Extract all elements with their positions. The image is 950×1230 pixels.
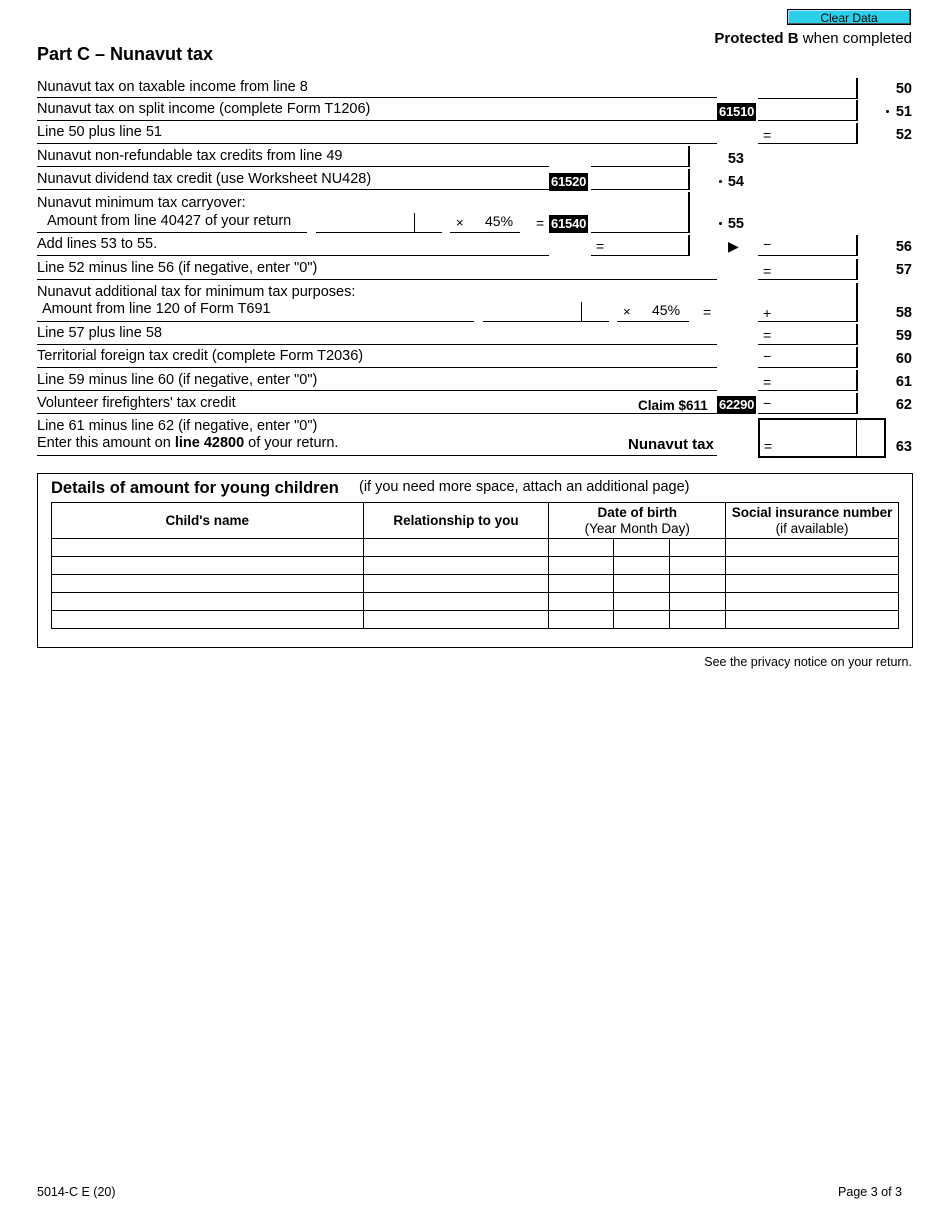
line-56-equals: = — [596, 238, 605, 254]
col-relationship — [363, 503, 549, 539]
line-55-amount[interactable] — [591, 192, 690, 233]
line-51-label: Nunavut tax on split income (complete Form T1206) — [37, 101, 371, 117]
line-63-operator: = — [764, 438, 773, 454]
relationship-input[interactable] — [364, 557, 549, 574]
dob-year-input[interactable] — [549, 539, 613, 556]
line-63-label-2 — [37, 435, 338, 452]
line-56-amount[interactable] — [758, 235, 858, 256]
relationship-input[interactable] — [364, 539, 549, 556]
line-55-carryover-input[interactable] — [316, 213, 415, 233]
line-54-label: Nunavut dividend tax credit (use Worksheet NU428) — [37, 171, 372, 187]
child-name-input[interactable] — [52, 593, 363, 610]
line-58-times: × — [623, 304, 631, 319]
line-58-label-1: Nunavut additional tax for minimum tax purposes: — [37, 284, 356, 300]
line-58-equals: = — [703, 304, 712, 320]
line-53-amount[interactable] — [591, 146, 690, 167]
line-53-number: 53 — [727, 151, 744, 167]
line-57-number: 57 — [895, 262, 912, 278]
table-row — [52, 575, 899, 593]
field-code-62290: 62290 — [719, 397, 755, 412]
nunavut-tax-label: Nunavut tax — [628, 436, 714, 453]
dob-year-input[interactable] — [549, 557, 613, 574]
protected-label: Protected B — [714, 30, 799, 47]
part-title: Part C – Nunavut tax — [37, 44, 214, 64]
table-row — [52, 611, 899, 629]
child-name-input[interactable] — [52, 611, 363, 628]
line-61-number: 61 — [895, 374, 912, 390]
dob-year-input[interactable] — [549, 611, 613, 628]
line-57-amount[interactable] — [758, 259, 858, 280]
relationship-input[interactable] — [364, 593, 549, 610]
line-63-amount[interactable] — [758, 418, 886, 458]
line-59-number: 59 — [895, 328, 912, 344]
dob-month-input[interactable] — [614, 611, 669, 628]
field-code-61540: 61540 — [551, 216, 587, 231]
line-59-operator: = — [763, 327, 772, 343]
dob-day-input[interactable] — [670, 539, 725, 556]
col-relationship-label: Relationship to you — [393, 512, 519, 528]
line-55-times: × — [456, 215, 464, 230]
young-children-table — [51, 502, 899, 629]
child-name-input[interactable] — [52, 557, 363, 574]
line-55-equals: = — [536, 215, 545, 231]
relationship-input[interactable] — [364, 575, 549, 592]
protected-notice — [714, 30, 912, 47]
col-child-name-label: Child's name — [165, 512, 250, 528]
line-55-label-1: Nunavut minimum tax carryover: — [37, 195, 246, 211]
line-59-amount[interactable] — [758, 324, 858, 345]
line-60-amount[interactable] — [758, 347, 858, 368]
relationship-input[interactable] — [364, 611, 549, 628]
form-id: 5014-C E (20) — [37, 1185, 116, 1199]
sin-input[interactable] — [726, 557, 898, 574]
line-58-rate: 45% — [652, 302, 681, 318]
line-54-amount[interactable] — [591, 169, 690, 190]
field-code-61510: 61510 — [719, 104, 755, 119]
line-60-operator: − — [763, 348, 772, 364]
line-56-subtotal[interactable] — [591, 235, 690, 256]
line-55-label-2: Amount from line 40427 of your return — [47, 213, 292, 229]
dob-month-input[interactable] — [614, 593, 669, 610]
dob-day-input[interactable] — [670, 593, 725, 610]
line-52-label: Line 50 plus line 51 — [37, 124, 162, 140]
line-57-operator: = — [763, 263, 772, 279]
protected-suffix: when completed — [802, 30, 912, 47]
line-56-number: 56 — [895, 239, 912, 255]
line-63-number: 63 — [895, 439, 912, 455]
table-row — [52, 593, 899, 611]
col-sin — [726, 503, 899, 539]
privacy-notice: See the privacy notice on your return. — [704, 655, 912, 669]
line-58-label-2: Amount from line 120 of Form T691 — [42, 301, 271, 317]
line-58-amount[interactable] — [758, 283, 858, 322]
line-58-operator: + — [763, 305, 772, 321]
sin-input[interactable] — [726, 593, 898, 610]
dob-year-input[interactable] — [549, 575, 613, 592]
line-52-operator: = — [763, 127, 772, 143]
line-54-number: 54 — [727, 174, 744, 190]
sin-input[interactable] — [726, 611, 898, 628]
col-sin-label: Social insurance number — [731, 504, 893, 520]
line-62-amount[interactable] — [758, 393, 858, 414]
line-62-claim: Claim $611 — [638, 398, 708, 413]
sin-input[interactable] — [726, 539, 898, 556]
young-children-note: (if you need more space, attach an additional page) — [359, 479, 690, 495]
line-51-amount[interactable] — [758, 100, 858, 121]
line-56-arrow-icon: ▶ — [728, 238, 739, 254]
line-63-label-2c: of your return. — [244, 435, 339, 451]
line-55-number: 55 — [727, 216, 744, 232]
line-59-label: Line 57 plus line 58 — [37, 325, 162, 341]
child-name-input[interactable] — [52, 539, 363, 556]
line-58-number: 58 — [895, 305, 912, 321]
col-dob-label: Date of birth — [597, 504, 678, 520]
line-50-label: Nunavut tax on taxable income from line 8 — [37, 79, 308, 95]
young-children-title: Details of amount for young children — [51, 479, 339, 497]
child-name-input[interactable] — [52, 575, 363, 592]
line-62-number: 62 — [895, 397, 912, 413]
line-63-line-ref: line 42800 — [174, 435, 245, 451]
line-52-number: 52 — [895, 127, 912, 143]
line-53-label: Nunavut non-refundable tax credits from line 49 — [37, 148, 343, 164]
col-dob-format: (Year Month Day) — [584, 520, 690, 536]
dob-day-input[interactable] — [670, 575, 725, 592]
line-58-amount-input[interactable] — [483, 302, 582, 322]
line-50-amount[interactable] — [758, 78, 858, 99]
line-62-operator: − — [763, 395, 772, 411]
line-61-amount[interactable] — [758, 370, 858, 391]
line-60-number: 60 — [895, 351, 912, 367]
clear-data-button[interactable]: Clear Data — [787, 9, 911, 25]
line-61-label: Line 59 minus line 60 (if negative, enter "0") — [37, 372, 318, 388]
dob-day-input[interactable] — [670, 557, 725, 574]
line-57-label: Line 52 minus line 56 (if negative, enter "0") — [37, 260, 318, 276]
table-row — [52, 539, 899, 557]
dob-month-input[interactable] — [614, 557, 669, 574]
dob-month-input[interactable] — [614, 575, 669, 592]
line-62-label: Volunteer firefighters' tax credit — [37, 395, 236, 411]
col-sin-note: (if available) — [775, 520, 849, 536]
col-date-of-birth — [549, 503, 726, 539]
dob-day-input[interactable] — [670, 611, 725, 628]
sin-input[interactable] — [726, 575, 898, 592]
line-56-operator: − — [763, 236, 772, 252]
dob-year-input[interactable] — [549, 593, 613, 610]
col-child-name — [52, 503, 364, 539]
line-52-amount[interactable] — [758, 123, 858, 144]
field-code-61520: 61520 — [551, 174, 587, 189]
dob-month-input[interactable] — [614, 539, 669, 556]
line-60-label: Territorial foreign tax credit (complete Form T2036) — [37, 348, 364, 364]
page-number: Page 3 of 3 — [838, 1185, 902, 1199]
line-50-number: 50 — [895, 81, 912, 97]
line-55-rate: 45% — [485, 213, 514, 229]
line-51-number: 51 — [895, 104, 912, 120]
table-row — [52, 557, 899, 575]
line-63-label-1: Line 61 minus line 62 (if negative, enter "0") — [37, 418, 318, 434]
line-61-operator: = — [763, 374, 772, 390]
line-63-label-2a: Enter this amount on — [37, 435, 175, 451]
line-56-label: Add lines 53 to 55. — [37, 236, 158, 252]
